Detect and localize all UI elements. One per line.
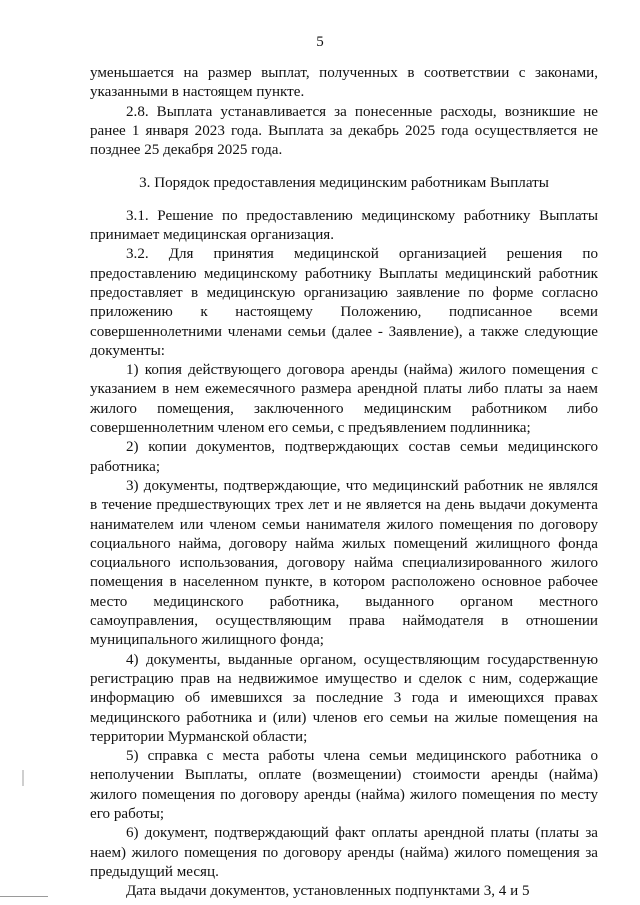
- section-heading: 3. Порядок предоставления медицинским работникам Выплаты: [139, 175, 549, 192]
- paragraph-2-8: 2.8. Выплата устанавливается за понесенные расходы, возникшие не ранее 1 января 2023 года. Выплата за декабрь 2025 года осуществляется не позднее 25 декабря 2025 года.: [90, 103, 598, 159]
- footer-dots: [135, 894, 149, 896]
- paragraph-issue-date: Дата выдачи документов, установленных подпунктами 3, 4 и 5: [126, 883, 530, 900]
- paragraph-3-2: 3.2. Для принятия медицинской организацией решения по предоставлению медицинскому работнику Выплаты медицинский работник предоставляет в медицинскую организацию заявление по форме согласно приложению к настоящему Положению, подписанное всеми совершеннолетними членами семьи (далее - Заявление), а также следующие документы:: [90, 246, 598, 359]
- list-item-5: 5) справка с места работы члена семьи медицинского работника о неполучении Выплаты, оплате (возмещении) стоимости аренды (найма) жилого помещения по договору аренды (найма) жилого помещения по месту его работы;: [90, 748, 598, 822]
- list-item-3: 3) документы, подтверждающие, что медицинский работник не являлся в течение предшествующих трех лет и не является на день выдачи документа нанимателем или членом семьи нанимателя жилого помещения по договору социального найма, договору найма жилых помещений жилищного фонда социального использования, договору найма специализированного жилого помещения в населенном пункте, в котором расположено основное рабочее место медицинского работника, выданного органом местного самоуправления, осуществляющим права наймодателя в отношении муниципального жилищного фонда;: [90, 477, 598, 649]
- paragraph-continuation: уменьшается на размер выплат, полученных в соответствии с законами, указанными в настоящем пункте.: [90, 65, 598, 101]
- scan-artifact: [22, 770, 24, 786]
- list-item-1: 1) копия действующего договора аренды (найма) жилого помещения с указанием в нем ежемесячного размера арендной платы либо платы за наем жилого помещения, заключенного медицинским работником либо совершеннолетним членом его семьи, с предъявлением подлинника;: [90, 362, 598, 437]
- document-body: [90, 64, 598, 901]
- footer-rule: [0, 896, 48, 897]
- page-number: 5: [316, 34, 324, 50]
- paragraph-3-1: 3.1. Решение по предоставлению медицинскому работнику Выплаты принимает медицинская организация.: [90, 207, 598, 244]
- list-item-6: 6) документ, подтверждающий факт оплаты арендной платы (платы за наем) жилого помещения по договору аренды (найма) жилого помещения за предыдущий месяц.: [90, 825, 598, 880]
- list-item-2: 2) копии документов, подтверждающих состав семьи медицинского работника;: [90, 439, 598, 475]
- list-item-4: 4) документы, выданные органом, осуществляющим государственную регистрацию прав на недвижимое имущество и сделок с ним, содержащие информацию об имевшихся за последние 3 года и имеющихся правах медицинского работника и (или) членов его семьи на жилые помещения на территории Мурманской области;: [90, 651, 598, 745]
